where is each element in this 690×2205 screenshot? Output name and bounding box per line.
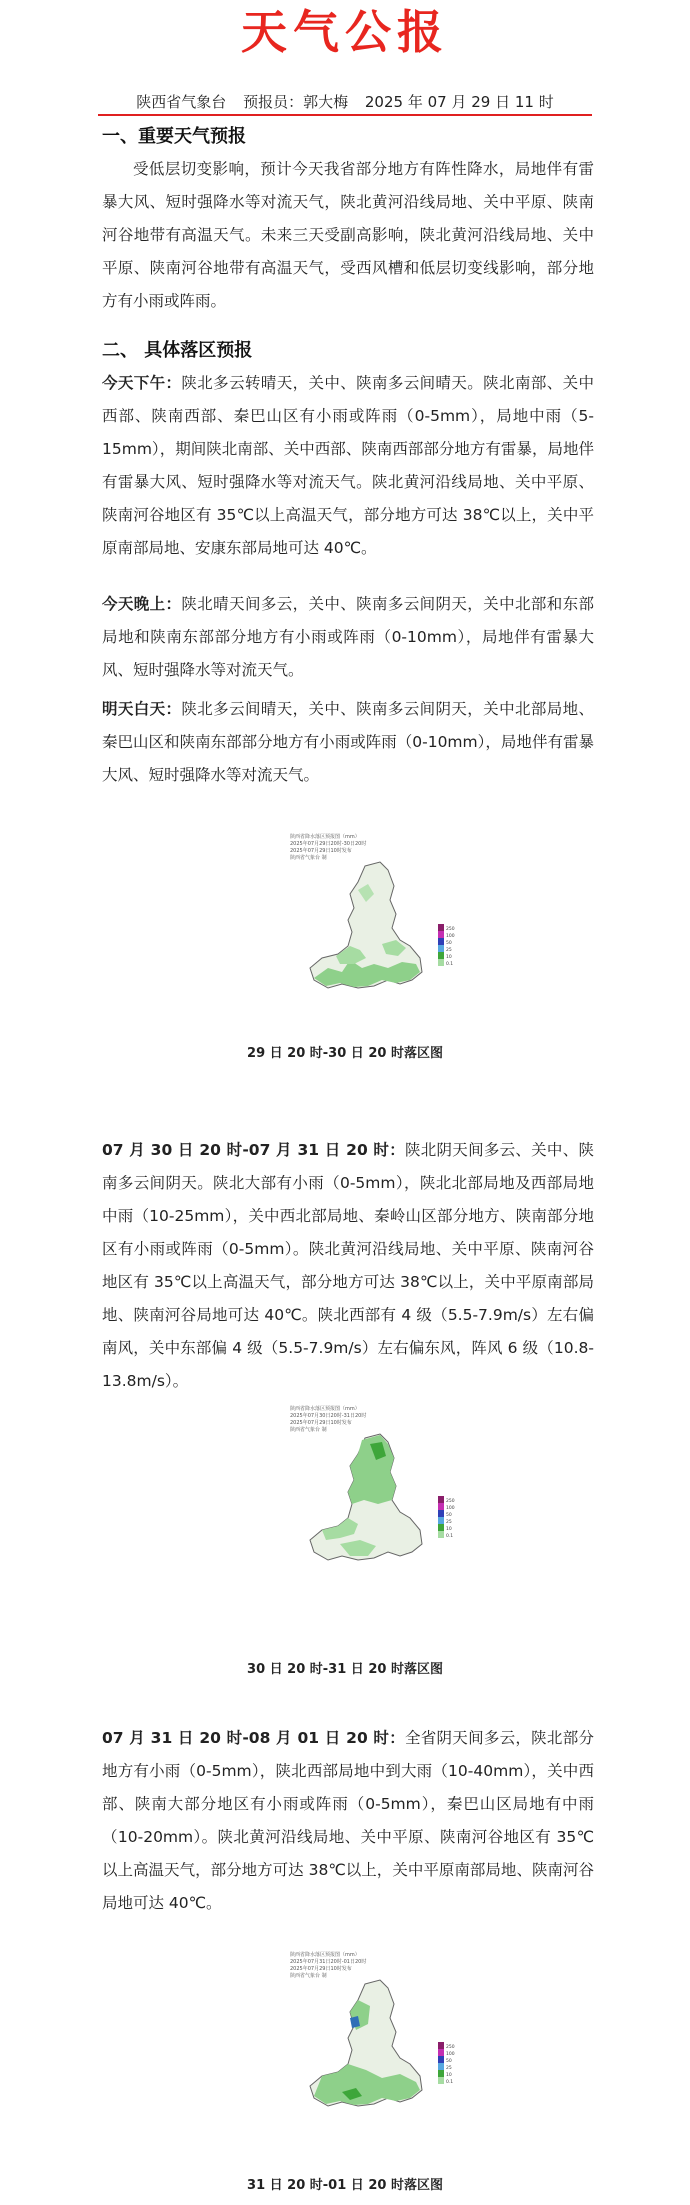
issuer-line <box>0 92 690 112</box>
legend-swatch <box>438 1524 444 1531</box>
precip-map-2 <box>270 1400 470 1600</box>
legend-swatch <box>438 2056 444 2063</box>
legend-swatch <box>438 2063 444 2070</box>
map-period: 2025年07月30日20时-31日20时 <box>290 1413 367 1419</box>
legend-label: 25 <box>446 948 452 953</box>
legend-swatch <box>438 924 444 931</box>
legend-swatch <box>438 1503 444 1510</box>
legend-label: 10 <box>446 1527 452 1532</box>
legend-label: 250 <box>446 2045 455 2050</box>
legend-label: 50 <box>446 2059 452 2064</box>
shaanxi-map-3 <box>270 1946 470 2146</box>
map-1-caption: 29 日 20 时-30 日 20 时落区图 <box>247 1046 443 1061</box>
legend-swatch <box>438 1510 444 1517</box>
legend-swatch <box>438 2070 444 2077</box>
legend-swatch <box>438 952 444 959</box>
legend-label: 0.1 <box>446 1534 454 1539</box>
legend-swatch <box>438 2042 444 2049</box>
tonight-paragraph <box>102 588 594 687</box>
tomorrow-paragraph <box>102 693 594 792</box>
period-2-text: 陕北阴天间多云、关中、陕南多云间阴天。陕北大部有小雨（0-5mm），陕北北部局地及西部局地中雨（10-25mm），关中西北部局地、秦岭山区部分地方、陕南部分地区有小雨或阵雨（0-5mm）。陕北黄河沿线局地、关中平原、陕南河谷地区有 35℃以上高温天气，部分地方可达 38℃以上，关中平原南部局地、陕南河谷局地可达 40℃。陕北西部有 4 级（5.5-7.9m/s）左右偏南风，关中东部偏 4 级（5.5-7.9m/s）左右偏东风，阵风 6 级（10.8-13.8m/s）。 <box>102 1141 594 1390</box>
map-maker: 陕西省气象台 制 <box>290 855 327 861</box>
map-3-caption: 31 日 20 时-01 日 20 时落区图 <box>247 2178 443 2193</box>
legend-label: 50 <box>446 1513 452 1518</box>
legend-swatch <box>438 1517 444 1524</box>
legend-label: 0.1 <box>446 2080 454 2085</box>
issue-datetime: 2025 年 07 月 29 日 11 时 <box>364 93 554 111</box>
legend-swatch <box>438 931 444 938</box>
shaanxi-map-1 <box>270 828 470 1028</box>
precip-map-1 <box>270 828 470 1028</box>
bulletin-title: 天气公报 <box>241 5 449 59</box>
map-title: 陕西省降水落区预报图（mm） <box>290 834 360 840</box>
map-maker: 陕西省气象台 制 <box>290 1973 327 1979</box>
legend-label: 10 <box>446 2073 452 2078</box>
legend-swatch <box>438 938 444 945</box>
legend-swatch <box>438 2049 444 2056</box>
legend-label: 100 <box>446 1506 455 1511</box>
legend-swatch <box>438 945 444 952</box>
map-issued: 2025年07月29日10时发布 <box>290 1966 352 1972</box>
map-2-caption: 30 日 20 时-31 日 20 时落区图 <box>247 1662 443 1677</box>
section-heading-important: 一、重要天气预报 <box>102 126 246 147</box>
period-3-text: 全省阴天间多云，陕北部分地方有小雨（0-5mm），陕北西部局地中到大雨（10-40mm），关中西部、陕南大部分地区有小雨或阵雨（0-5mm），秦巴山区局地有中雨（10-20mm）。陕北黄河沿线局地、关中平原、陕南河谷地区有 35℃以上高温天气，部分地方可达 38℃以上，关中平原南部局地、陕南河谷局地可达 40℃。 <box>102 1729 594 1912</box>
legend-swatch <box>438 959 444 966</box>
important-forecast-text: 受低层切变影响，预计今天我省部分地方有阵性降水，局地伴有雷暴大风、短时强降水等对流天气，陕北黄河沿线局地、关中平原、陕南河谷地带有高温天气。未来三天受副高影响，陕北黄河沿线局地、关中平原、陕南河谷地带有高温天气，受西风槽和低层切变线影响，部分地方有小雨或阵雨。 <box>102 160 594 310</box>
map-maker: 陕西省气象台 制 <box>290 1427 327 1433</box>
period-3-label: 07 月 31 日 20 时-08 月 01 日 20 时： <box>102 1729 405 1747</box>
today-afternoon-text: 陕北多云转晴天，关中、陕南多云间晴天。陕北南部、关中西部、陕南西部、秦巴山区有小雨或阵雨（0-5mm），局地中雨（5-15mm），期间陕北南部、关中西部、陕南西部部分地方有雷暴，局地伴有雷暴大风、短时强降水等对流天气。陕北黄河沿线局地、关中平原、陕南河谷地区有 35℃以上高温天气，部分地方可达 38℃以上，关中平原南部局地、安康东部局地可达 40℃。 <box>102 374 594 557</box>
map-issued: 2025年07月29日10时发布 <box>290 1420 352 1426</box>
tomorrow-label: 明天白天： <box>102 700 182 718</box>
legend-swatch <box>438 2077 444 2084</box>
legend-label: 25 <box>446 2066 452 2071</box>
shaanxi-map-2 <box>270 1400 470 1600</box>
legend-label: 0.1 <box>446 962 454 967</box>
legend-label: 25 <box>446 1520 452 1525</box>
map-period: 2025年07月29日20时-30日20时 <box>290 841 367 847</box>
today-afternoon-paragraph <box>102 367 594 565</box>
period-2-label: 07 月 30 日 20 时-07 月 31 日 20 时： <box>102 1141 405 1159</box>
legend-swatch <box>438 1496 444 1503</box>
map-period: 2025年07月31日20时-01日20时 <box>290 1959 367 1965</box>
tonight-label: 今天晚上： <box>102 595 182 613</box>
legend-label: 250 <box>446 927 455 932</box>
tomorrow-text: 陕北多云间晴天，关中、陕南多云间阴天，关中北部局地、秦巴山区和陕南东部部分地方有小雨或阵雨（0-10mm），局地伴有雷暴大风、短时强降水等对流天气。 <box>102 700 594 784</box>
map-title: 陕西省降水落区预报图（mm） <box>290 1406 360 1412</box>
legend-swatch <box>438 1531 444 1538</box>
map-issued: 2025年07月29日10时发布 <box>290 848 352 854</box>
legend-label: 10 <box>446 955 452 960</box>
period-2-paragraph <box>102 1134 594 1398</box>
map-title: 陕西省降水落区预报图（mm） <box>290 1952 360 1958</box>
header-divider <box>98 114 592 116</box>
legend-label: 50 <box>446 941 452 946</box>
legend-label: 100 <box>446 2052 455 2057</box>
tonight-text: 陕北晴天间多云，关中、陕南多云间阴天，关中北部和东部局地和陕南东部部分地方有小雨或阵雨（0-10mm），局地伴有雷暴大风、短时强降水等对流天气。 <box>102 595 594 679</box>
section-heading-detailed: 二、 具体落区预报 <box>102 340 253 361</box>
precip-map-3 <box>270 1946 470 2146</box>
legend-label: 100 <box>446 934 455 939</box>
legend-label: 250 <box>446 1499 455 1504</box>
forecaster-name: 预报员：郭大梅 <box>243 93 349 111</box>
today-afternoon-label: 今天下午： <box>102 374 182 392</box>
station-name: 陕西省气象台 <box>136 93 227 111</box>
period-3-paragraph <box>102 1722 594 1920</box>
